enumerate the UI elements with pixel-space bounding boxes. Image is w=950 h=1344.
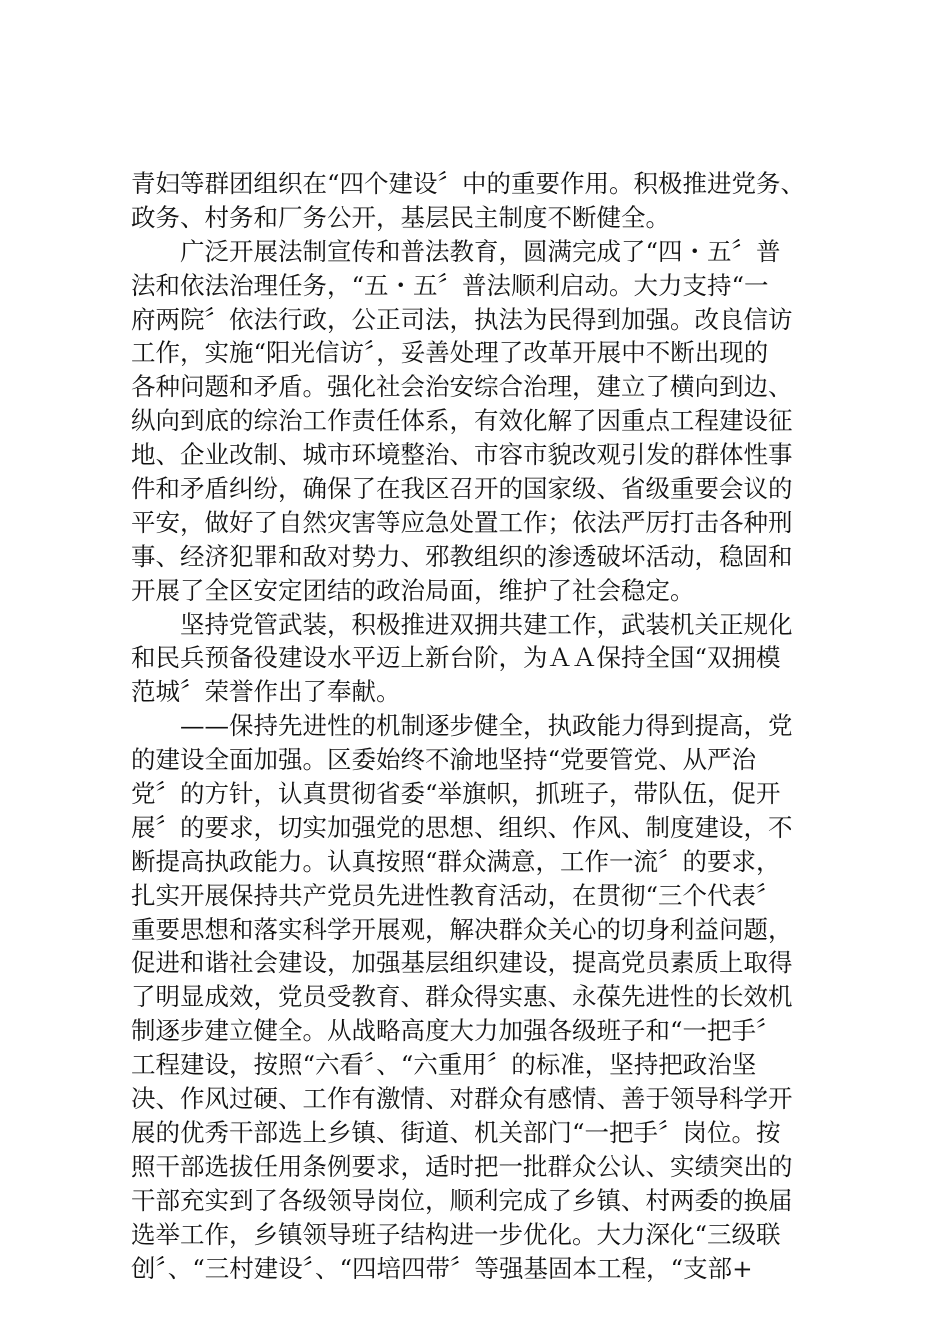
- text-line: 的建设全面加强。区委始终不渝地坚持“党要管党、从严治: [131, 745, 757, 775]
- text-line: 政务、村务和厂务公开，基层民主制度不断健全。: [131, 202, 670, 232]
- text-line: 府两院〞依法行政，公正司法，执法为民得到加强。改良信访: [131, 304, 793, 334]
- text-line: 范城〞荣誉作出了奉献。: [131, 677, 401, 707]
- text-line: 决、作风过硬、工作有激情、对群众有感情、善于领导科学开: [131, 1084, 793, 1114]
- text-line: 照干部选拔任用条例要求，适时把一批群众公认、实绩突出的: [131, 1151, 793, 1181]
- paragraph-first-line: 坚持党管武装，积极推进双拥共建工作，武装机关正规化: [180, 609, 793, 639]
- body-text: [131, 167, 831, 1285]
- text-line: 促进和谐社会建设，加强基层组织建设，提高党员素质上取得: [131, 948, 793, 978]
- text-line: 青妇等群团组织在“四个建设〞中的重要作用。积极推进党务、: [131, 169, 806, 198]
- text-line: 和民兵预备役建设水平迈上新台阶，为ＡＡ保持全国“双拥模: [131, 643, 781, 673]
- text-line: 重要思想和落实科学开展观，解决群众关心的切身利益问题，: [131, 914, 793, 944]
- text-line: 扎实开展保持共产党员先进性教育活动，在贯彻“三个代表〞: [131, 880, 781, 910]
- text-line: 件和矛盾纠纷，确保了在我区召开的国家级、省级重要会议的: [131, 474, 793, 504]
- paragraph-first-line: 广泛开展法制宣传和普法教育，圆满完成了“四・五〞普: [180, 236, 781, 266]
- text-line: 党〞的方针，认真贯彻省委“举旗帜，抓班子，带队伍，促开: [131, 779, 781, 809]
- text-line: 展〞的要求，切实加强党的思想、组织、作风、制度建设，不: [131, 812, 793, 842]
- text-line: 了明显成效，党员受教育、群众得实惠、永葆先进性的长效机: [131, 982, 793, 1012]
- text-line: 制逐步建立健全。从战略高度大力加强各级班子和“一把手〞: [131, 1016, 781, 1046]
- text-line: 工程建设，按照“六看〞、“六重用〞的标准，坚持把政治坚: [131, 1050, 757, 1080]
- text-line: 事、经济犯罪和敌对势力、邪教组织的渗透破坏活动，稳固和: [131, 541, 793, 571]
- text-line: 创〞、“三村建设〞、“四培四带〞等强基固本工程，“支部+: [131, 1253, 753, 1283]
- paragraph-first-line: ——保持先进性的机制逐步健全，执政能力得到提高，党: [180, 711, 793, 741]
- text-line: 干部充实到了各级领导岗位，顺利完成了乡镇、村两委的换届: [131, 1185, 793, 1215]
- text-line: 地、企业改制、城市环境整治、市容市貌改观引发的群体性事: [131, 440, 793, 470]
- text-line: 平安，做好了自然灾害等应急处置工作；依法严厉打击各种刑: [131, 507, 793, 537]
- text-line: 展的优秀干部选上乡镇、街道、机关部门“一把手〞岗位。按: [131, 1117, 781, 1147]
- text-line: 纵向到底的综治工作责任体系，有效化解了因重点工程建设征: [131, 406, 793, 436]
- text-line: 开展了全区安定团结的政治局面，维护了社会稳定。: [131, 575, 695, 605]
- text-line: 断提高执政能力。认真按照“群众满意，工作一流〞的要求，: [131, 846, 781, 876]
- text-line: 各种问题和矛盾。强化社会治安综合治理，建立了横向到边、: [131, 372, 793, 402]
- text-line: 工作，实施“阳光信访〞，妥善处理了改革开展中不断出现的: [131, 338, 769, 368]
- text-line: 法和依法治理任务，“五・五〞普法顺利启动。大力支持“一: [131, 270, 769, 300]
- text-line: 选举工作，乡镇领导班子结构进一步优化。大力深化“三级联: [131, 1219, 781, 1249]
